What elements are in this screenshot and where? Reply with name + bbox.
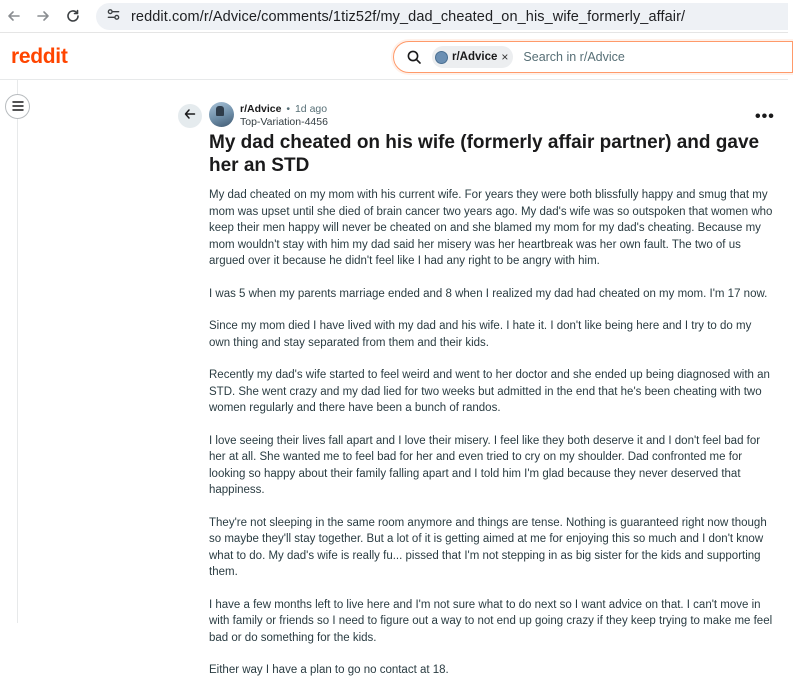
post-meta bbox=[240, 103, 327, 115]
search-bar[interactable] bbox=[393, 41, 793, 73]
search-input[interactable]: Search in r/Advice bbox=[523, 50, 625, 64]
post-paragraph: They're not sleeping in the same room anymore and things are tense. Nothing is guaranteed right now though so maybe they'll stay together. But a lot of it is getting aimed at me for enjoying this so much and I don't know what to do. My dad's wife is really fu... pissed that I'm not stepping in as big sister for the kids and supporting them. bbox=[209, 516, 767, 578]
post-title: My dad cheated on his wife (formerly affair partner) and gave her an STD bbox=[209, 132, 760, 176]
post-paragraph: Recently my dad's wife started to feel weird and went to her doctor and she ended up being diagnosed with an STD. She went crazy and my dad lied for two weeks but admitted in the end that he's been cheating with two women regularly and there have been a bunch of randos. bbox=[209, 369, 770, 414]
meta-separator: • bbox=[286, 103, 291, 115]
back-arrow-icon[interactable] bbox=[4, 6, 24, 26]
back-button[interactable] bbox=[178, 104, 202, 128]
menu-icon bbox=[12, 98, 24, 116]
subreddit-chip-label: r/Advice bbox=[452, 51, 498, 63]
more-options-button[interactable]: ••• bbox=[755, 108, 775, 125]
forward-arrow-icon[interactable] bbox=[33, 6, 53, 26]
post-paragraph: I love seeing their lives fall apart and I love their misery. I feel like they both deserve it and I don't feel bad for her at all. She wanted me to feel bad for her and even tried to cry on my shoulder. Dad confronted me for looking so happy about their family falling apart and I told him I'm glad because they never deserved that happiness. bbox=[209, 434, 761, 496]
post-paragraph: I have a few months left to live here and I'm not sure what to do next so I want advice on that. I can't move in with family or friends so I need to figure out a way to not end up going crazy if they keep trying to make me feel bad or do something for the kids. bbox=[209, 598, 773, 644]
reload-icon[interactable] bbox=[63, 6, 83, 26]
post-paragraph: Since my mom died I have lived with my dad and his wife. I hate it. I don't like being here and I try to do my own thing and stay separated from them and their kids. bbox=[209, 320, 752, 349]
subreddit-chip-avatar bbox=[435, 51, 448, 64]
url-text[interactable]: reddit.com/r/Advice/comments/1tiz52f/my_dad_cheated_on_his_wife_formerly_affair/ bbox=[131, 8, 686, 25]
menu-button[interactable] bbox=[5, 94, 30, 119]
address-bar[interactable] bbox=[96, 3, 788, 30]
post-body bbox=[209, 187, 775, 679]
post-paragraph: Either way I have a plan to go no contact at 18. bbox=[209, 664, 449, 676]
site-settings-icon[interactable] bbox=[106, 7, 121, 27]
back-icon bbox=[184, 107, 196, 125]
subreddit-filter-chip[interactable] bbox=[432, 46, 513, 68]
close-icon[interactable]: × bbox=[501, 50, 509, 64]
post-time: 1d ago bbox=[294, 103, 328, 115]
left-sidebar-rail bbox=[0, 80, 18, 623]
search-icon bbox=[406, 49, 422, 65]
reddit-logo[interactable]: reddit bbox=[11, 45, 68, 68]
post-author[interactable]: Top-Variation-4456 bbox=[240, 116, 328, 128]
post-paragraph: My dad cheated on my mom with his current wife. For years they were both blissfully happy and smug that my mom was upset until she died of brain cancer two years ago. My dad's wife was so outspoken that women who keep their men happy will never be cheated on and she blamed my mom for my dad's cheating. Because my mom wouldn't stay with him my dad said her misery was her heartbreak was her own fault. The two of us argued over it because he didn't feel like I had any right to be angry with him. bbox=[209, 189, 773, 267]
subreddit-link[interactable]: r/Advice bbox=[240, 103, 282, 115]
post-paragraph: I was 5 when my parents marriage ended and 8 when I realized my dad had cheated on my mom. I'm 17 now. bbox=[209, 287, 768, 300]
browser-toolbar bbox=[0, 0, 788, 33]
subreddit-avatar[interactable] bbox=[209, 102, 234, 127]
reddit-header bbox=[0, 33, 788, 80]
